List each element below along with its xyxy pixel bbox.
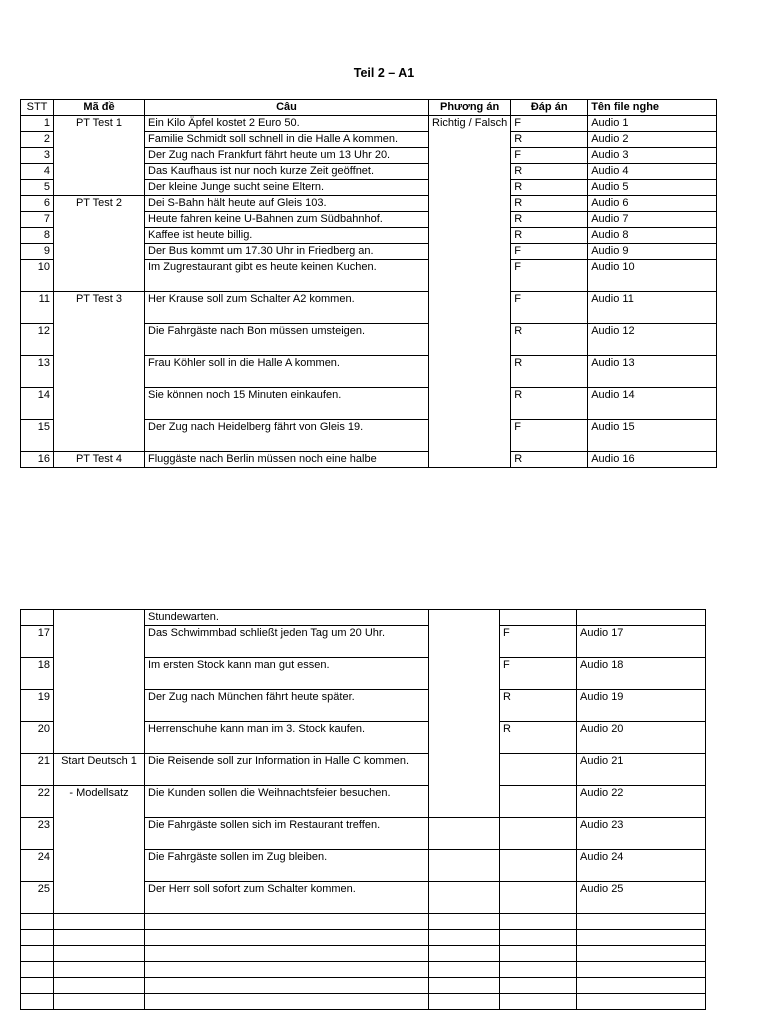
row-answer: F — [511, 260, 588, 292]
row-stt: 10 — [21, 260, 54, 292]
row-answer: R — [511, 196, 588, 212]
row-sentence: Das Schwimmbad schließt jeden Tag um 20 Uhr. — [145, 626, 429, 658]
row-audio-file: Audio 2 — [588, 132, 717, 148]
row-answer: F — [500, 658, 577, 690]
row-answer — [500, 786, 577, 818]
row-sentence: Frau Köhler soll in die Halle A kommen. — [145, 356, 429, 388]
row-answer — [500, 850, 577, 882]
header-dap-an: Đáp án — [511, 100, 588, 116]
row-stt: 3 — [21, 148, 54, 164]
row-sentence: Der Zug nach Frankfurt fährt heute um 13 Uhr 20. — [145, 148, 429, 164]
row-answer: R — [500, 722, 577, 754]
row-stt: 7 — [21, 212, 54, 228]
row-sentence: Der Zug nach München fährt heute später. — [145, 690, 429, 722]
row-audio-file: Audio 14 — [588, 388, 717, 420]
row-audio-file: Audio 5 — [588, 180, 717, 196]
table-header-row — [21, 100, 717, 116]
group-label: Start Deutsch 1 — [54, 754, 145, 786]
phuong-an-cell-empty — [429, 610, 500, 818]
row-audio-file: Audio 4 — [588, 164, 717, 180]
row-answer: R — [511, 180, 588, 196]
header-ma-de: Mã đề — [54, 100, 145, 116]
row-stt: 17 — [21, 626, 54, 658]
row-stt: 23 — [21, 818, 54, 850]
header-ten-file: Tên file nghe — [588, 100, 717, 116]
row-audio-file: Audio 8 — [588, 228, 717, 244]
row-sentence-continued: Stundewarten. — [145, 610, 429, 626]
row-answer: F — [511, 148, 588, 164]
row-answer: R — [511, 324, 588, 356]
row-audio-file: Audio 13 — [588, 356, 717, 388]
row-sentence: Im Zugrestaurant gibt es heute keinen Kuchen. — [145, 260, 429, 292]
row-stt: 22 — [21, 786, 54, 818]
row-audio-file: Audio 20 — [577, 722, 706, 754]
row-sentence: Die Fahrgäste sollen sich im Restaurant treffen. — [145, 818, 429, 850]
row-stt: 11 — [21, 292, 54, 324]
row-stt: 19 — [21, 690, 54, 722]
row-audio-file: Audio 19 — [577, 690, 706, 722]
row-audio-file: Audio 25 — [577, 882, 706, 914]
row-sentence: Der Bus kommt um 17.30 Uhr in Friedberg an. — [145, 244, 429, 260]
phuong-an-cell: Richtig / Falsch — [429, 116, 511, 468]
empty-row — [21, 994, 706, 1010]
row-answer: R — [511, 388, 588, 420]
row-answer: R — [511, 356, 588, 388]
row-sentence: Die Kunden sollen die Weihnachtsfeier besuchen. — [145, 786, 429, 818]
table-row — [21, 754, 706, 786]
row-audio-file: Audio 22 — [577, 786, 706, 818]
row-sentence: Der kleine Junge sucht seine Eltern. — [145, 180, 429, 196]
row-sentence: Die Fahrgäste nach Bon müssen umsteigen. — [145, 324, 429, 356]
group-cell-empty — [54, 610, 145, 754]
group-label-line2: - Modellsatz — [54, 786, 145, 914]
answer-table-continued — [20, 609, 706, 1010]
row-stt: 21 — [21, 754, 54, 786]
row-answer: R — [500, 690, 577, 722]
row-answer: F — [511, 420, 588, 452]
row-audio-file: Audio 12 — [588, 324, 717, 356]
row-answer — [500, 882, 577, 914]
row-audio-file: Audio 21 — [577, 754, 706, 786]
row-audio-file: Audio 24 — [577, 850, 706, 882]
row-answer: F — [511, 292, 588, 324]
empty-row — [21, 930, 706, 946]
group-label: PT Test 2 — [54, 196, 145, 292]
row-audio-file: Audio 17 — [577, 626, 706, 658]
row-sentence: Fluggäste nach Berlin müssen noch eine halbe — [145, 452, 429, 468]
table-row — [21, 786, 706, 818]
group-label: PT Test 4 — [54, 452, 145, 468]
row-sentence: Ein Kilo Äpfel kostet 2 Euro 50. — [145, 116, 429, 132]
row-audio-file: Audio 23 — [577, 818, 706, 850]
row-audio-file: Audio 7 — [588, 212, 717, 228]
row-audio-file: Audio 9 — [588, 244, 717, 260]
row-stt: 9 — [21, 244, 54, 260]
row-answer — [500, 818, 577, 850]
table-row — [21, 292, 717, 324]
row-stt: 12 — [21, 324, 54, 356]
header-stt: STT — [21, 100, 54, 116]
row-stt: 16 — [21, 452, 54, 468]
row-sentence: Kaffee ist heute billig. — [145, 228, 429, 244]
row-audio-file: Audio 11 — [588, 292, 717, 324]
row-audio-file: Audio 6 — [588, 196, 717, 212]
row-stt: 20 — [21, 722, 54, 754]
row-stt: 5 — [21, 180, 54, 196]
row-stt: 24 — [21, 850, 54, 882]
row-sentence: Familie Schmidt soll schnell in die Halle A kommen. — [145, 132, 429, 148]
row-stt: 2 — [21, 132, 54, 148]
row-answer: F — [500, 626, 577, 658]
row-answer: R — [511, 452, 588, 468]
row-stt: 4 — [21, 164, 54, 180]
row-sentence: Die Reisende soll zur Information in Halle C kommen. — [145, 754, 429, 786]
row-sentence: Im ersten Stock kann man gut essen. — [145, 658, 429, 690]
row-answer — [500, 754, 577, 786]
row-answer: R — [511, 228, 588, 244]
row-audio-file: Audio 16 — [588, 452, 717, 468]
row-audio-file: Audio 1 — [588, 116, 717, 132]
row-sentence: Der Herr soll sofort zum Schalter kommen. — [145, 882, 429, 914]
row-sentence: Herrenschuhe kann man im 3. Stock kaufen. — [145, 722, 429, 754]
row-audio-file: Audio 15 — [588, 420, 717, 452]
row-sentence: Her Krause soll zum Schalter A2 kommen. — [145, 292, 429, 324]
row-stt: 13 — [21, 356, 54, 388]
row-sentence: Heute fahren keine U-Bahnen zum Südbahnhof. — [145, 212, 429, 228]
empty-row — [21, 946, 706, 962]
row-sentence: Die Fahrgäste sollen im Zug bleiben. — [145, 850, 429, 882]
row-audio-file: Audio 3 — [588, 148, 717, 164]
row-answer: F — [511, 244, 588, 260]
row-sentence: Das Kaufhaus ist nur noch kurze Zeit geöffnet. — [145, 164, 429, 180]
table-row-continuation — [21, 610, 706, 626]
empty-row — [21, 962, 706, 978]
group-label: PT Test 3 — [54, 292, 145, 452]
header-phuong-an: Phương án — [429, 100, 511, 116]
group-label: PT Test 1 — [54, 116, 145, 196]
empty-row — [21, 978, 706, 994]
row-stt: 15 — [21, 420, 54, 452]
row-stt: 18 — [21, 658, 54, 690]
row-sentence: Dei S-Bahn hält heute auf Gleis 103. — [145, 196, 429, 212]
row-sentence: Der Zug nach Heidelberg fährt von Gleis 19. — [145, 420, 429, 452]
row-answer: F — [511, 116, 588, 132]
row-audio-file: Audio 10 — [588, 260, 717, 292]
table-row — [21, 196, 717, 212]
row-stt: 6 — [21, 196, 54, 212]
row-answer: R — [511, 212, 588, 228]
row-stt: 25 — [21, 882, 54, 914]
page-title: Teil 2 – A1 — [353, 66, 415, 80]
table-row — [21, 116, 717, 132]
row-stt: 14 — [21, 388, 54, 420]
answer-table — [20, 99, 717, 468]
row-stt: 8 — [21, 228, 54, 244]
row-answer: R — [511, 164, 588, 180]
empty-row — [21, 914, 706, 930]
row-sentence: Sie können noch 15 Minuten einkaufen. — [145, 388, 429, 420]
row-stt: 1 — [21, 116, 54, 132]
header-cau: Câu — [145, 100, 429, 116]
table-row — [21, 452, 717, 468]
row-audio-file: Audio 18 — [577, 658, 706, 690]
row-answer: R — [511, 132, 588, 148]
